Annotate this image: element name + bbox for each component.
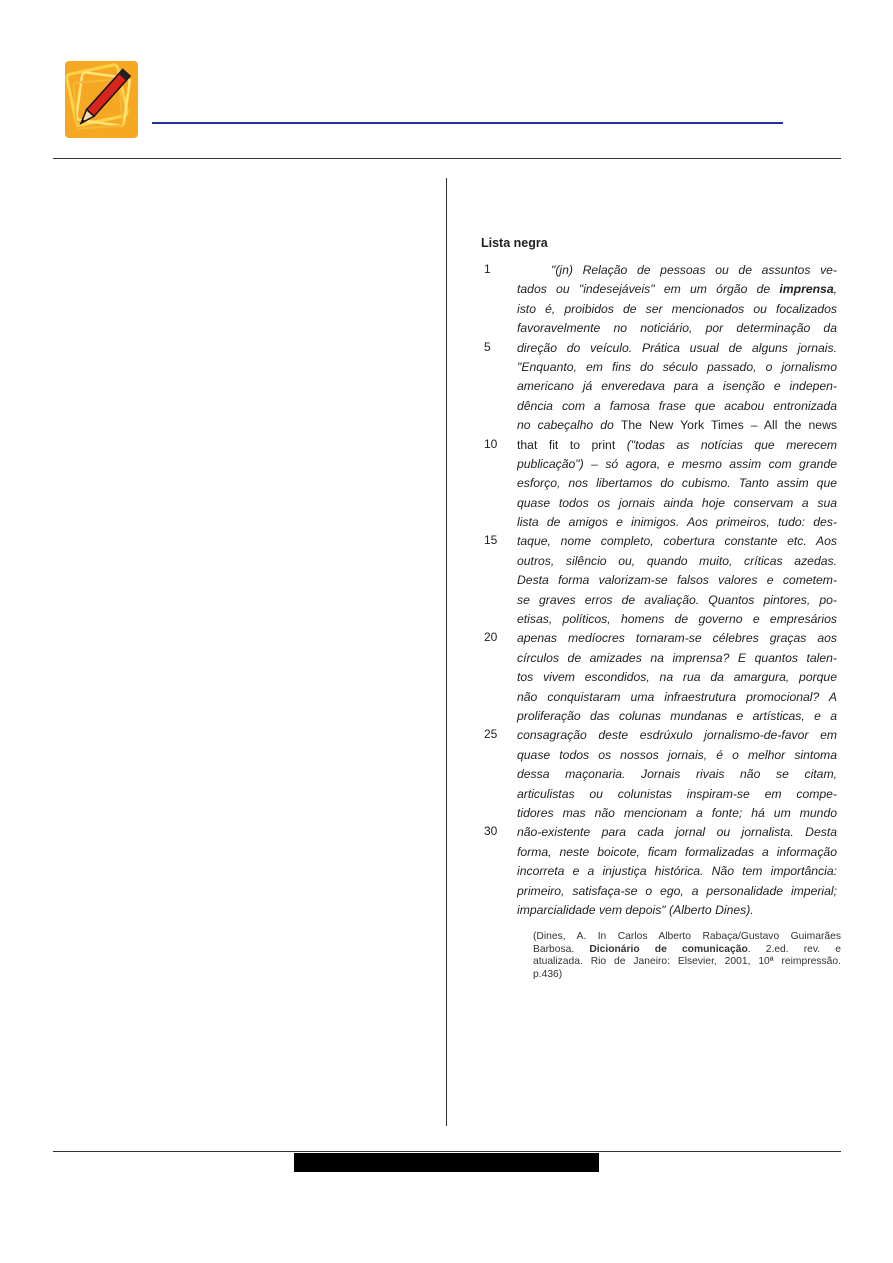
text-span: ("todas as notícias que merecem	[615, 437, 837, 452]
line-text	[517, 377, 837, 396]
text-span: não-existente para cada jornal ou jornalista. Desta	[517, 825, 837, 840]
text-line	[481, 261, 837, 280]
line-text	[517, 629, 837, 648]
text-span: quase todos os jornais ainda hoje conservam a sua	[517, 495, 837, 510]
source-citation	[533, 931, 841, 981]
line-text	[517, 591, 837, 610]
text-span: primeiro, satisfaça-se o ego, a personalidade imperial;	[517, 883, 837, 898]
line-text	[517, 358, 837, 377]
line-number: 30	[484, 824, 498, 839]
text-line	[481, 455, 837, 474]
line-number: 20	[484, 630, 498, 645]
line-text	[517, 280, 837, 299]
text-line	[481, 707, 837, 726]
text-span: articulistas ou colunistas inspiram-se em compe-	[517, 786, 837, 801]
text-line	[481, 513, 837, 532]
line-text	[517, 494, 837, 513]
line-number: 25	[484, 727, 498, 742]
citation-line	[533, 956, 841, 969]
footer-bar	[294, 1153, 599, 1172]
text-span: proliferação das colunas mundanas e artísticas, e a	[517, 708, 837, 723]
header-accent-line	[152, 122, 783, 124]
text-line	[481, 494, 837, 513]
text-line	[481, 862, 837, 881]
upright-text: The New York Times – All the news	[620, 418, 837, 433]
text-line	[481, 397, 837, 416]
text-line	[481, 882, 837, 901]
text-span: "Enquanto, em fins do século passado, o jornalismo	[517, 359, 837, 374]
text-span: tados ou "indesejáveis" em um órgão de	[517, 282, 780, 297]
column-divider	[446, 178, 447, 1126]
text-span: esforço, nos libertamos do cubismo. Tanto assim que	[517, 476, 837, 491]
text-span: (Dines, A. In Carlos Alberto Rabaça/Gustavo Guimarães	[533, 931, 841, 942]
text-line	[481, 746, 837, 765]
text-span: círculos de amizades na imprensa? E quantos talen-	[517, 650, 837, 665]
text-span: publicação") – só agora, e mesmo assim com grande	[517, 456, 837, 471]
text-span: consagração deste esdrúxulo jornalismo-de-favor em	[517, 728, 837, 743]
line-text	[517, 804, 837, 823]
text-line	[481, 804, 837, 823]
line-text	[517, 823, 837, 842]
line-text	[517, 765, 837, 784]
bold-text: Dicionário de comunicação	[589, 943, 748, 955]
line-text	[517, 688, 837, 707]
text-span: etisas, políticos, homens de governo e empresários	[517, 612, 837, 627]
text-span: se graves erros de avaliação. Quantos pintores, po-	[517, 592, 837, 607]
line-text	[517, 261, 837, 280]
text-span: . 2.ed. rev. e	[747, 943, 841, 955]
text-line	[481, 591, 837, 610]
text-span: no cabeçalho do	[517, 418, 621, 433]
text-span: ,	[833, 282, 837, 297]
text-span: não conquistaram uma infraestrutura promocional? A	[517, 689, 837, 704]
text-span: lista de amigos e inimigos. Aos primeiros, tudo: des-	[517, 515, 837, 530]
text-line	[481, 436, 837, 455]
text-span: apenas medíocres tornaram-se célebres graças aos	[517, 631, 837, 646]
text-span: imparcialidade vem depois" (Alberto Dines).	[517, 902, 754, 917]
text-span: "(jn) Relação de pessoas ou de assuntos ve-	[551, 263, 837, 277]
line-text	[517, 668, 837, 687]
text-span: incorreta e a injustiça histórica. Não tem importância:	[517, 864, 837, 879]
line-text	[517, 319, 837, 338]
line-text	[517, 552, 837, 571]
line-text	[517, 707, 837, 726]
text-span: outros, silêncio ou, quando muito, críticas azedas.	[517, 553, 837, 568]
text-line	[481, 629, 837, 648]
text-line	[481, 319, 837, 338]
pencil-logo-icon	[65, 61, 138, 138]
line-text	[517, 610, 837, 629]
text-line	[481, 649, 837, 668]
text-line	[481, 474, 837, 493]
text-line	[481, 339, 837, 358]
line-number: 1	[484, 262, 491, 276]
line-text	[517, 571, 837, 590]
text-span: forma, neste boicote, ficam formalizadas a informação	[517, 844, 837, 859]
line-text	[517, 862, 837, 881]
line-number: 15	[484, 533, 498, 548]
footer-divider	[53, 1151, 841, 1152]
line-text	[517, 746, 837, 765]
article-title: Lista negra	[481, 236, 548, 250]
line-text	[517, 300, 837, 319]
line-text	[517, 436, 837, 455]
text-line	[481, 688, 837, 707]
text-span: taque, nome completo, cobertura constante etc. Aos	[517, 534, 837, 549]
text-line	[481, 843, 837, 862]
text-line	[481, 726, 837, 745]
header-divider	[53, 158, 841, 159]
citation-line	[533, 969, 841, 982]
line-text	[517, 843, 837, 862]
citation-line	[533, 944, 841, 957]
citation-line	[533, 931, 841, 944]
text-span: Desta forma valorizam-se falsos valores e cometem-	[517, 573, 837, 588]
upright-text: that fit to print	[517, 437, 616, 452]
text-line	[481, 823, 837, 842]
line-text	[517, 397, 837, 416]
text-span: atualizada. Rio de Janeiro: Elsevier, 2001, 10ª reimpressão.	[533, 956, 841, 968]
text-line	[481, 358, 837, 377]
line-text	[517, 416, 837, 435]
line-number: 10	[484, 436, 498, 451]
text-span: dência com a famosa frase que acabou entronizada	[517, 398, 837, 413]
line-text	[517, 513, 837, 532]
text-span: Barbosa.	[533, 943, 590, 955]
line-text	[517, 339, 837, 358]
text-line	[481, 765, 837, 784]
text-span: tidores mas não mencionam a fonte; há um mundo	[517, 805, 837, 820]
line-number: 5	[484, 339, 491, 354]
text-line	[481, 377, 837, 396]
bold-text: imprensa	[779, 282, 834, 297]
text-span: direção do veículo. Prática usual de alguns jornais.	[517, 340, 837, 355]
text-line	[481, 280, 837, 299]
line-text	[517, 532, 837, 551]
line-text	[517, 785, 837, 804]
text-span: dessa maçonaria. Jornais rivais não se citam,	[517, 767, 837, 782]
text-span: isto é, proibidos de ser mencionados ou focalizados	[517, 301, 837, 316]
line-text	[517, 726, 837, 745]
text-span: quase todos os nossos jornais, é o melhor sintoma	[517, 747, 837, 762]
line-text	[517, 901, 837, 920]
line-text	[517, 882, 837, 901]
line-text	[517, 455, 837, 474]
text-line	[481, 901, 837, 920]
text-span: p.436)	[533, 968, 563, 980]
article-text	[481, 261, 837, 920]
text-line	[481, 785, 837, 804]
text-line	[481, 668, 837, 687]
line-text	[517, 474, 837, 493]
text-line	[481, 571, 837, 590]
line-text	[517, 649, 837, 668]
text-line	[481, 610, 837, 629]
text-line	[481, 416, 837, 435]
text-line	[481, 300, 837, 319]
text-span: americano já enveredava para a isenção e indepen-	[517, 379, 837, 394]
text-line	[481, 552, 837, 571]
text-span: tos vivem escondidos, na rua da amargura, porque	[517, 670, 837, 685]
text-line	[481, 532, 837, 551]
text-span: favoravelmente no noticiário, por determinação da	[517, 321, 837, 336]
